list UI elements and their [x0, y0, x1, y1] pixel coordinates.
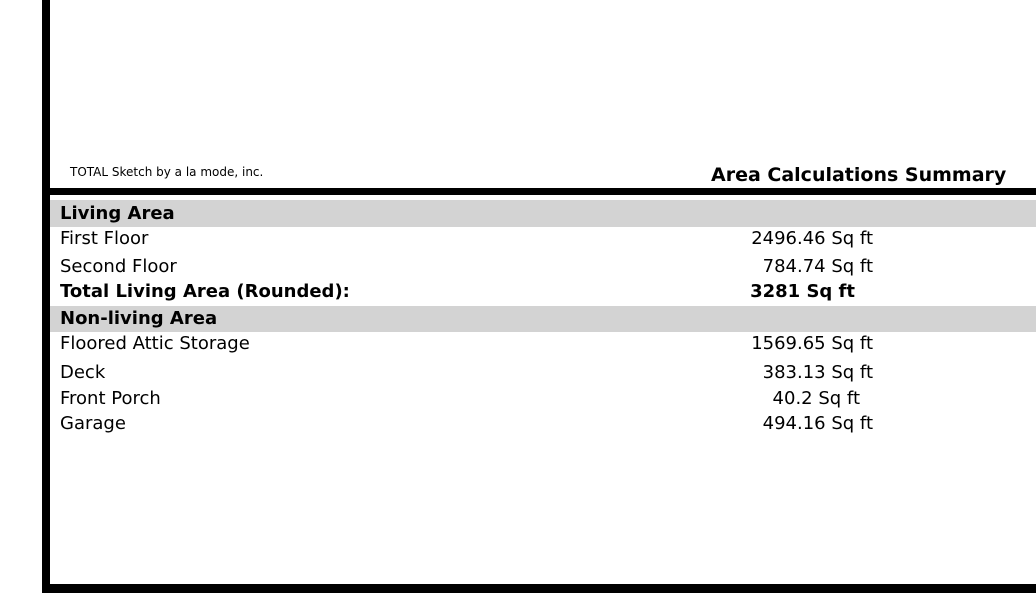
row-value-deck: 383.13 Sq ft	[762, 362, 873, 383]
page-title: Area Calculations Summary	[711, 164, 1007, 186]
total-living-area-label: Total Living Area (Rounded):	[60, 281, 350, 302]
row-label-floored-attic-storage: Floored Attic Storage	[60, 333, 250, 354]
row-label-deck: Deck	[60, 362, 106, 383]
row-label-second-floor: Second Floor	[60, 256, 177, 277]
living-area-heading: Living Area	[60, 203, 175, 224]
total-living-area-value: 3281 Sq ft	[750, 281, 855, 302]
row-value-first-floor: 2496.46 Sq ft	[751, 228, 873, 249]
row-value-second-floor: 784.74 Sq ft	[762, 256, 873, 277]
header-divider	[50, 188, 1036, 195]
non-living-area-heading: Non-living Area	[60, 308, 218, 329]
row-value-front-porch: 40.2 Sq ft	[772, 388, 860, 409]
row-label-first-floor: First Floor	[60, 228, 149, 249]
page-frame-left	[42, 0, 50, 593]
row-value-floored-attic-storage: 1569.65 Sq ft	[751, 333, 873, 354]
living-area-band	[50, 200, 1036, 227]
row-label-front-porch: Front Porch	[60, 388, 161, 409]
row-label-garage: Garage	[60, 413, 126, 434]
software-credit: TOTAL Sketch by a la mode, inc.	[70, 165, 264, 179]
row-value-garage: 494.16 Sq ft	[762, 413, 873, 434]
page-frame-bottom	[42, 584, 1036, 593]
